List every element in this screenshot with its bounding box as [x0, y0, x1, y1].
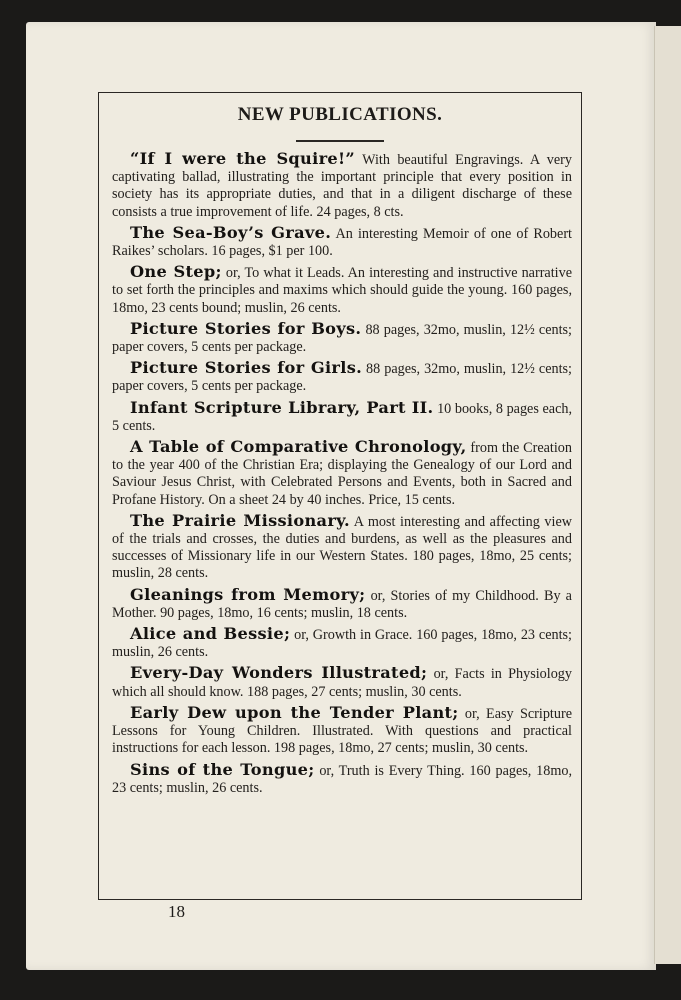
publication-title: Gleanings from Memory; — [130, 584, 366, 604]
publication-description: or, Easy Scripture Lessons for Young Children. Illustrated. With questions and practical instructions for each lesson. 198 pages, 18mo, 27 cents; muslin, 30 cents. — [112, 705, 572, 757]
publication-title: Picture Stories for Girls. — [130, 358, 363, 378]
publication-description: or, Truth is Every Thing. 160 pages, 18mo, 23 cents; muslin, 26 cents. — [112, 762, 572, 796]
publication-title: Sins of the Tongue; — [130, 759, 315, 779]
publication-entry — [112, 704, 572, 758]
publication-entry — [112, 399, 572, 435]
publication-entry — [112, 625, 572, 661]
publication-title: Picture Stories for Boys. — [130, 318, 362, 338]
publication-description: A most interesting and affecting view of the trials and crosses, the duties and burdens, as well as the pleasures and successes of Missionary life in our Western States. 180 pages, 18mo, 25 cents; muslin, 28 cents. — [112, 513, 572, 582]
publication-entry — [112, 320, 572, 356]
publication-description: or, Stories of my Childhood. By a Mother. 90 pages, 18mo, 16 cents; muslin, 18 cents. — [112, 587, 572, 621]
publication-entry — [112, 263, 572, 317]
publication-entry — [112, 224, 572, 260]
heading-rule — [296, 140, 384, 142]
publication-title: Infant Scripture Library, Part II. — [130, 397, 434, 417]
publication-description: 88 pages, 32mo, muslin, 12½ cents; paper covers, 5 cents per package. — [112, 321, 572, 356]
publication-entry — [112, 664, 572, 700]
publication-title: Every-Day Wonders Illustrated; — [130, 663, 428, 683]
publication-description: or, Growth in Grace. 160 pages, 18mo, 23 cents; muslin, 26 cents. — [112, 627, 572, 661]
publication-list — [112, 150, 572, 800]
publication-entry — [112, 150, 572, 221]
publication-description: 10 books, 8 pages each, 5 cents. — [112, 400, 573, 434]
page-number: 18 — [168, 902, 185, 921]
publication-description: or, To what it Leads. An interesting and instructive narrative to set forth the principles and maxims which should guide the young. 160 pages, 18mo, 23 cents bound; muslin, 26 cents. — [112, 265, 572, 316]
publication-entry — [112, 761, 572, 797]
adjacent-page-edge — [654, 26, 681, 964]
publication-title: “If I were the Squire!” — [130, 149, 356, 168]
publication-title: One Step; — [130, 262, 222, 282]
publication-title: The Sea-Boy’s Grave. — [130, 222, 332, 242]
publication-entry — [112, 586, 572, 622]
publication-description: With beautiful Engravings. A very captivating ballad, illustrating the important principle that every position in society has its appropriate duties, and that in a diligent discharge of these consists a true improvement of life. 24 pages, 8 cts. — [112, 152, 572, 220]
publication-entry — [112, 438, 572, 509]
publication-description: An interesting Memoir of one of Robert Raikes’ scholars. 16 pages, $1 per 100. — [112, 225, 572, 260]
publication-description: or, Facts in Physiology which all should know. 188 pages, 27 cents; muslin, 30 cents. — [112, 666, 572, 700]
publication-title: A Table of Comparative Chronology, — [130, 437, 467, 457]
publication-entry — [112, 359, 572, 395]
page-heading: NEW PUBLICATIONS. — [237, 104, 443, 125]
publication-title: The Prairie Missionary. — [130, 510, 350, 530]
publication-entry — [112, 512, 572, 583]
publication-title: Early Dew upon the Tender Plant; — [130, 702, 459, 722]
publication-title: Alice and Bessie; — [130, 624, 291, 644]
publication-description: from the Creation to the year 400 of the Christian Era; displaying the Genealogy of our Lord and Saviour Jesus Christ, with Celebrated Persons and Events, both in Sacred and Profane History. On a sheet 24 by 40 inches. Price, 15 cents. — [112, 440, 572, 508]
publication-description: 88 pages, 32mo, muslin, 12½ cents; paper covers, 5 cents per package. — [112, 361, 573, 395]
